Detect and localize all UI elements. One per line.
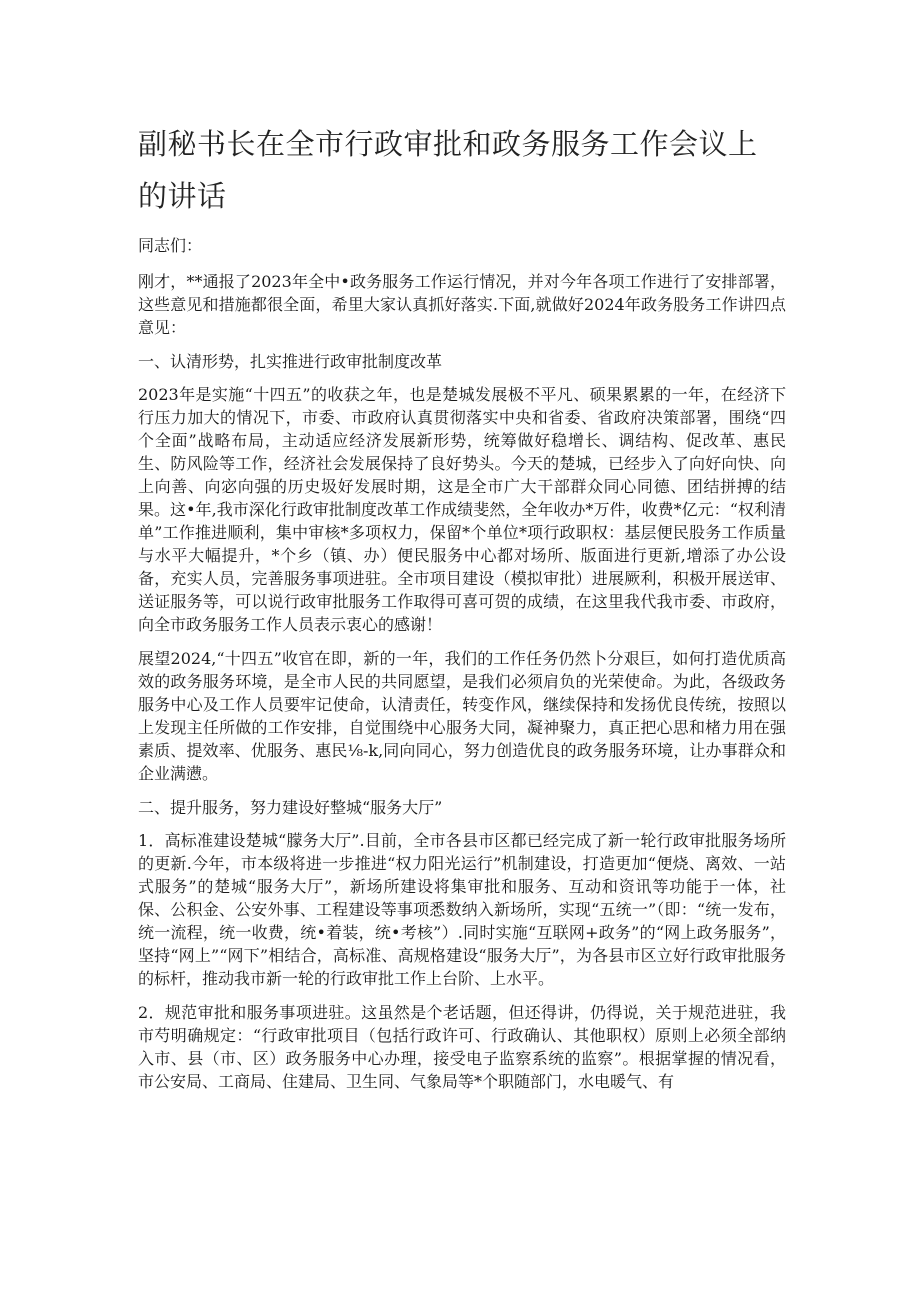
body-paragraph-3: 1．高标准建设楚城“朦务大厅”.目前，全市各县市区都已经完成了新一轮行政审批服务场所的更新.今年，市本级将进一步推进“权力阳光运行”机制建设，打造更加“便烧、离效、一站式服务”的楚城“服务大厅”，新场所建设将集审批和服务、互动和资讯等功能于一体，社保、公积金、公安外事、工程建设等事项悉数纳入新场所，实现“五统一”（即：“统一发布，统一流程，统一收费，统•着装，统•考核”）.同时实施“互联网+政务”的“网上政务服务”，坚持“网上”“网下”相结合，高标准、高规格建设“服务大厅”，为各县市区立好行政审批服务的标杆，推动我市新一轮的行政审批工作上台阶、上水平。 bbox=[138, 831, 786, 988]
section-heading-2: 二、提升服务，努力建设好整城“服务大厅” bbox=[138, 798, 443, 817]
body-paragraph-1: 2023年是实施“十四五”的收获之年，也是楚城发展极不平凡、硕果累累的一年，在经济下行压力加大的情况下，市委、市政府认真贯彻落实中央和省委、省政府决策部署，围绕“四个全面”战略布局，主动适应经济发展新形势，统筹做好稳增长、调结构、促改革、惠民生、防风险等工作，经济社会发展保持了良好势头。今天的楚城，已经步入了向好向快、向上向善、向宓向强的历史圾好发展时期，这是全市广大干部群众同心同德、团结拼搏的结果。这•年,我市深化行政审批制度改革工作成绩斐然，全年收办*万件，收费*亿元：“权利清单”工作推进顺利，集中审核*多项权力，保留*个单位*项行政职权：基层便民股务工作质量与水平大幅提升，*个乡（镇、办）便民服务中心都对场所、版面进行更新,增添了办公设备，充实人员，完善服务事项进驻。全市项目建设（模拟审批）进展厥利，积极开展送审、送证服务等，可以说行政审批服务工作取得可喜可贺的成绩，在这里我代我市委、市政府，向全市政务服务工作人员表示衷心的感谢！ bbox=[138, 385, 786, 634]
body-paragraph-2: 展望2024,“十四五”收官在即，新的一年，我们的工作任务仍然卜分艰巨，如何打造优质高效的政务服务环境，是全市人民的共同愿望，是我们必须肩负的光荣使命。为此，各级政务服务中心及工作人员要牢记使命，认清责任，转变作风，继续保持和发扬优良传统，按照以上发现主任所做的工作安排，自觉围绕中心服务大同，凝神聚力，真正把心思和楮力用在强素质、提效率、优服务、惠民⅛-k,同向同心，努力创造优良的政务服务环境，让办事群众和企业满懑。 bbox=[138, 649, 786, 783]
opening-paragraph: 刚才，**通报了2023年全中•政务服务工作运行情况，并对今年各项工作进行了安排部署，这些意见和措施都很全面，希里大家认真抓好落实.下面,就做好2024年政务股务工作讲四点意见： bbox=[138, 272, 786, 337]
greeting: 同志们： bbox=[138, 236, 203, 255]
body-paragraph-4: 2．规范审批和服务事项进驻。这虽然是个老话题，但还得讲，仍得说，关于规范进驻，我市芍明确规定：“行政审批项目（包括行政许可、行政确认、其他职权）原则上必须全部纳入市、县（市、区）政务服务中心办理，接受电子监察系统的监察”。根据掌握的情况看，市公安局、工商局、住建局、卫生同、气象局等*个职随部门，水电暖气、有 bbox=[138, 1003, 786, 1091]
section-heading-1: 一、认清形势，扎实推进行政审批制度改革 bbox=[138, 352, 443, 371]
document-title: 副秘书长在全市行政审批和政务服务工作会议上的讲话 bbox=[138, 127, 758, 213]
document-page bbox=[138, 118, 786, 1104]
